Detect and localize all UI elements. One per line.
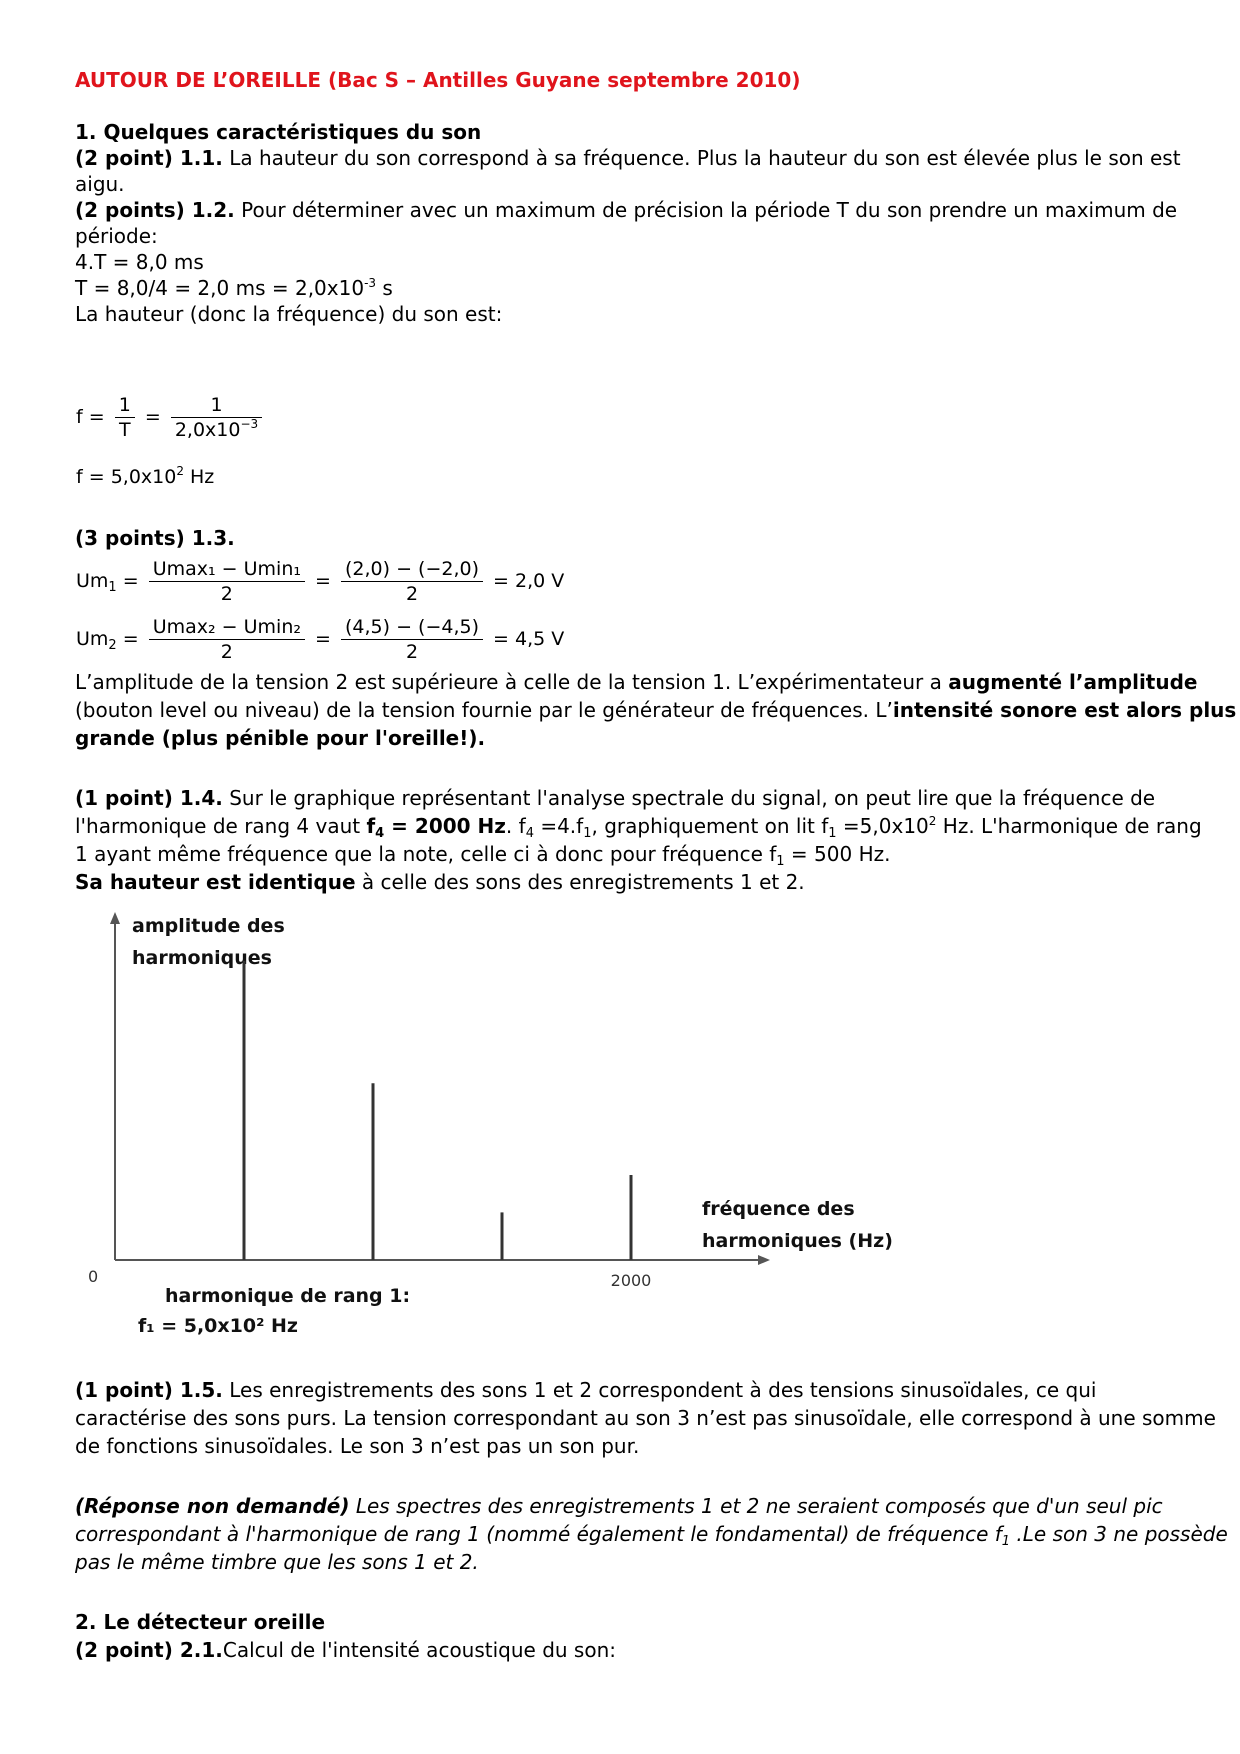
q14-line-a: (1 point) 1.4. Sur le graphique représentant l'analyse spectrale du signal, on peut lire que la fréquence de (75, 786, 1156, 810)
q13-line-b: (bouton level ou niveau) de la tension fournie par le générateur de fréquences. L’intensité sonore est alors plus (75, 698, 1237, 722)
um2-formula: $Um_2$ = $\frac{\text{Umax₂ − Umin₂}}{2}$ = $\frac{(4,5) - (-4,5)}{2}$ = 4,5 V (76, 616, 565, 663)
q15-line-b: caractérise des sons purs. La tension correspondant au son 3 n’est pas sinusoïdale, elle correspond à une somme (75, 1406, 1216, 1430)
q12-eq2: T = 8,0/4 = 2,0 ms = $2,0x10^{-3}$ s (75, 276, 393, 300)
q12-line-b: période: (75, 224, 158, 248)
y-axis-arrow (110, 912, 120, 924)
spectrum-chart (70, 900, 893, 1340)
q12-line-c: La hauteur (donc la fréquence) du son est: (75, 302, 503, 326)
q11-line-b: aigu. (75, 172, 125, 196)
x-tick-label: 2000 (610, 1271, 652, 1290)
um1-formula: $Um_1$ = $\frac{\text{Umax₁ − Umin₁}}{2}$ = $\frac{(2,0) - (-2,0)}{2}$ = 2,0 V (76, 558, 565, 605)
y-axis-label-line1: amplitude des (132, 915, 285, 937)
q12-eq1: 4.T = 8,0 ms (75, 250, 204, 274)
q14-line-d: Sa hauteur est identique à celle des sons des enregistrements 1 et 2. (75, 870, 805, 894)
x-axis-arrow (758, 1255, 770, 1265)
q13-heading: (3 points) 1.3. (75, 526, 235, 550)
q11-line-a: (2 point) 1.1. La hauteur du son correspond à sa fréquence. Plus la hauteur du son est élevée plus le son est (75, 146, 1181, 170)
document-title: AUTOUR DE L’OREILLE (Bac S – Antilles Guyane septembre 2010) (75, 68, 801, 92)
section-1-heading: 1. Quelques caractéristiques du son (75, 120, 482, 144)
x-axis-label-line2: harmoniques (Hz) (702, 1230, 893, 1252)
frequency-result: $f = 5,0x10^2$ Hz (76, 464, 215, 488)
q13-line-a: L’amplitude de la tension 2 est supérieure à celle de la tension 1. L’expérimentateur a augmenté l’amplitude (75, 670, 1198, 694)
q12-line-a: (2 points) 1.2. Pour déterminer avec un maximum de précision la période T du son prendre un maximum de (75, 198, 1178, 222)
y-axis-label-line2: harmoniques (132, 947, 272, 969)
spectrum-bars (244, 961, 631, 1260)
q14-line-b: l'harmonique de rang 4 vaut $f_4 = 2000$ Hz. $f_4 =4.f_1$, graphiquement on lit $f_1 =5,0x10^2$ Hz. L'harmonique de rang (75, 814, 1202, 841)
q14-line-c: 1 ayant même fréquence que la note, celle ci à donc pour fréquence $f_1 = 500$ Hz. (75, 842, 891, 869)
frequency-formula: f = $\frac{1}{T}$ = $\frac{1}{2,0x10^{-3}}$ (76, 393, 266, 442)
section-2-heading: 2. Le détecteur oreille (75, 1610, 326, 1634)
note-line-b: correspondant à l'harmonique de rang 1 (nommé également le fondamental) de fréquence $f_1$ .Le son 3 ne possède (75, 1522, 1228, 1549)
annotation-line2: f₁ = 5,0x10² Hz (138, 1315, 298, 1337)
x-axis-label-line1: fréquence des (702, 1198, 855, 1220)
q13-line-c: grande (plus pénible pour l'oreille!). (75, 726, 486, 750)
annotation-line1: harmonique de rang 1: (165, 1285, 411, 1307)
q15-line-c: de fonctions sinusoïdales. Le son 3 n’est pas un son pur. (75, 1434, 640, 1458)
note-line-a: (Réponse non demandé) Les spectres des enregistrements 1 et 2 ne seraient composés que d'un seul pic (75, 1494, 1163, 1518)
note-line-c: pas le même timbre que les sons 1 et 2. (75, 1550, 479, 1574)
q15-line-a: (1 point) 1.5. Les enregistrements des sons 1 et 2 correspondent à des tensions sinusoïdales, ce qui (75, 1378, 1097, 1402)
q21-line: (2 point) 2.1.Calcul de l'intensité acoustique du son: (75, 1638, 616, 1662)
origin-label: 0 (88, 1267, 99, 1286)
